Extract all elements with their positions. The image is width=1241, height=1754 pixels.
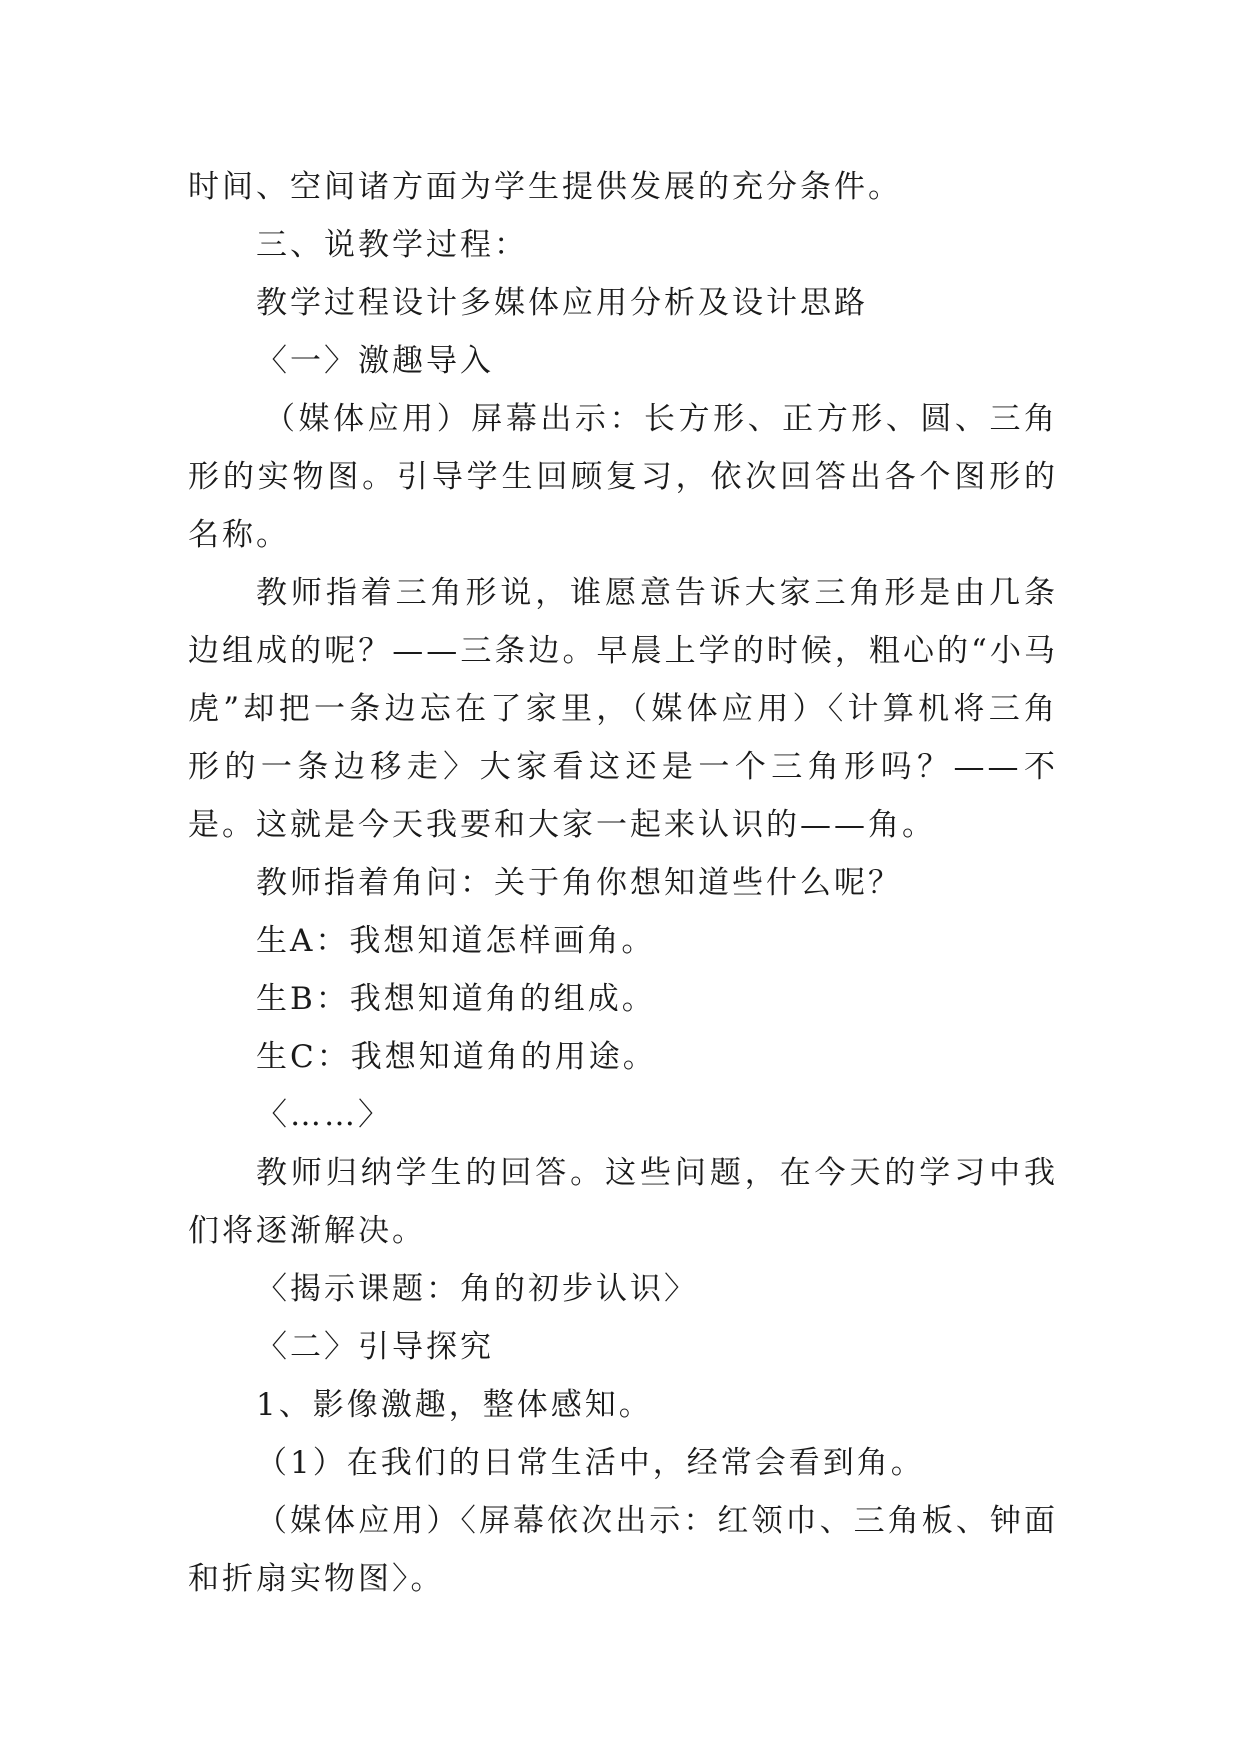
- ellipsis-line: 〈……〉: [256, 1097, 392, 1133]
- list-item: 1、影像激趣，整体感知。: [256, 1387, 653, 1423]
- paragraph: 教师指着角问：关于角你想知道些什么呢？: [256, 865, 902, 901]
- dialogue-line: 生A：我想知道怎样画角。: [256, 923, 656, 959]
- paragraph: 时间、空间诸方面为学生提供发展的充分条件。: [188, 169, 902, 205]
- paragraph: （媒体应用）屏幕出示：长方形、正方形、圆、三角形的实物图。引导学生回顾复习，依次回答出各个图形的名称。: [188, 401, 1058, 553]
- paragraph: 教师指着三角形说，谁愿意告诉大家三角形是由几条边组成的呢？——三条边。早晨上学的时候，粗心的“小马虎”却把一条边忘在了家里，（媒体应用）〈计算机将三角形的一条边移走〉大家看这还是一个三角形吗？——不是。这就是今天我要和大家一起来认识的——角。: [188, 575, 1058, 843]
- paragraph: 教师归纳学生的回答。这些问题，在今天的学习中我们将逐渐解决。: [188, 1155, 1058, 1249]
- list-item: （1）在我们的日常生活中，经常会看到角。: [256, 1445, 925, 1481]
- dialogue-line: 生C：我想知道角的用途。: [256, 1039, 657, 1075]
- subsection-heading: 〈一〉激趣导入: [256, 343, 494, 379]
- document-body: [188, 158, 1058, 1608]
- topic-line: 〈揭示课题：角的初步认识〉: [256, 1271, 698, 1307]
- paragraph: 教学过程设计多媒体应用分析及设计思路: [256, 285, 868, 321]
- paragraph: （媒体应用）〈屏幕依次出示：红领巾、三角板、钟面和折扇实物图〉。: [188, 1503, 1058, 1597]
- section-heading: 三、说教学过程：: [256, 227, 528, 263]
- dialogue-line: 生B：我想知道角的组成。: [256, 981, 656, 1017]
- subsection-heading: 〈二〉引导探究: [256, 1329, 494, 1365]
